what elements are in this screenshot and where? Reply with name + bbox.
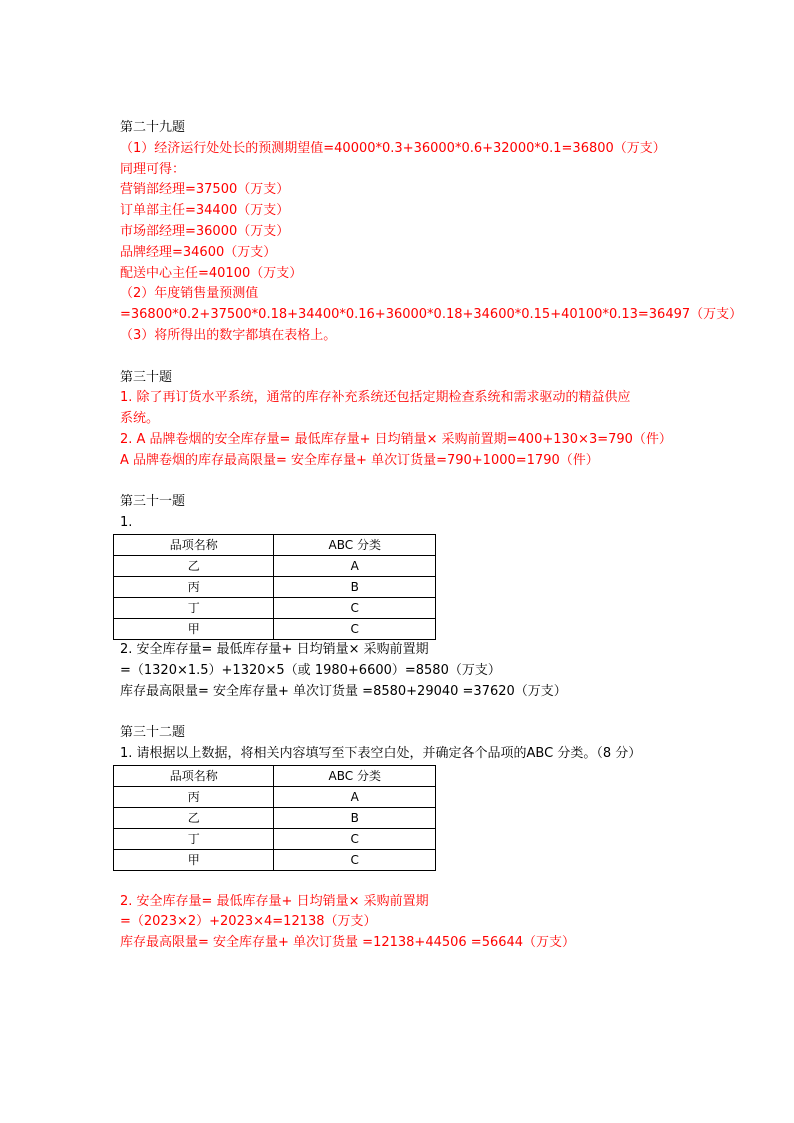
section-29 [120,118,743,347]
text-line: 1. 除了再订货水平系统，通常的库存补充系统还包括定期检查系统和需求驱动的精益供应 [120,390,631,406]
item-number: 1. [120,515,133,531]
text-line: 系统。 [120,411,160,427]
table-cell: A [274,786,436,807]
table-cell: C [274,618,436,639]
table-cell: 乙 [114,555,274,576]
abc-table [113,765,436,871]
text-line: 库存最高限量= 安全库存量+ 单次订货量 =8580+29040 =37620（万支） [120,683,567,699]
table-cell: 丁 [114,597,274,618]
table-header-row [114,765,436,786]
table-cell: 丁 [114,828,274,849]
text-line: 配送中心主任=40100（万支） [120,265,303,281]
text-line: 市场部经理=36000（万支） [120,223,290,239]
section-32 [120,723,700,954]
table-cell: C [274,597,436,618]
table-cell: 丙 [114,576,274,597]
table-cell: C [274,849,436,870]
text-line: （1）经济运行处处长的预测期望值=40000*0.3+36000*0.6+32000*0.1=36800（万支） [120,140,666,156]
table-row [114,576,436,597]
text-line: 2. 安全库存量= 最低库存量+ 日均销量× 采购前置期 [120,893,429,909]
text-line: =36800*0.2+37500*0.18+34400*0.16+36000*0.18+34600*0.15+40100*0.13=36497（万支） [120,307,743,323]
table-row [114,618,436,639]
answer-lines [120,139,743,347]
column-header: 品项名称 [114,534,274,555]
answer-lines [120,640,700,702]
question-text: 1. 请根据以上数据，将相关内容填写至下表空白处，并确定各个品项的ABC 分类。（8 分） [120,745,642,761]
text-line: 2. 安全库存量= 最低库存量+ 日均销量× 采购前置期 [120,641,429,657]
text-line: （3）将所得出的数字都填在表格上。 [120,327,337,343]
section-title: 第三十题 [120,369,173,385]
section-title: 第三十二题 [120,725,186,741]
text-line: A 品牌卷烟的库存最高限量= 安全库存量+ 单次订货量=790+1000=1790（件） [120,452,599,468]
table-cell: 甲 [114,849,274,870]
table-cell: A [274,555,436,576]
text-line: 同理可得： [120,161,186,177]
table-row [114,555,436,576]
abc-table [113,534,436,640]
table-row [114,597,436,618]
table-row [114,849,436,870]
section-title: 第三十一题 [120,494,186,510]
section-31 [120,492,700,702]
text-line: 品牌经理=34600（万支） [120,244,277,260]
text-line: 订单部主任=34400（万支） [120,203,290,219]
table-cell: 甲 [114,618,274,639]
table-row [114,828,436,849]
table-cell: C [274,828,436,849]
text-line: 库存最高限量= 安全库存量+ 单次订货量 =12138+44506 =56644（万支） [120,935,576,951]
column-header: 品项名称 [114,765,274,786]
text-line: 营销部经理=37500（万支） [120,182,290,198]
column-header: ABC 分类 [274,765,436,786]
table-cell: B [274,807,436,828]
table-cell: 乙 [114,807,274,828]
table-header-row [114,534,436,555]
document-page [120,118,743,954]
text-line: 2. A 品牌卷烟的安全库存量= 最低库存量+ 日均销量× 采购前置期=400+130×3=790（件） [120,431,672,447]
answer-lines [120,892,700,954]
table-cell: B [274,576,436,597]
table-row [114,807,436,828]
section-title: 第二十九题 [120,120,186,135]
text-line: （2）年度销售量预测值 [120,286,259,302]
answer-lines [120,388,700,471]
text-line: =（1320×1.5）+1320×5（或 1980+6600）=8580（万支） [120,662,501,678]
section-30 [120,368,700,472]
column-header: ABC 分类 [274,534,436,555]
table-row [114,786,436,807]
text-line: =（2023×2）+2023×4=12138（万支） [120,914,377,930]
table-cell: 丙 [114,786,274,807]
